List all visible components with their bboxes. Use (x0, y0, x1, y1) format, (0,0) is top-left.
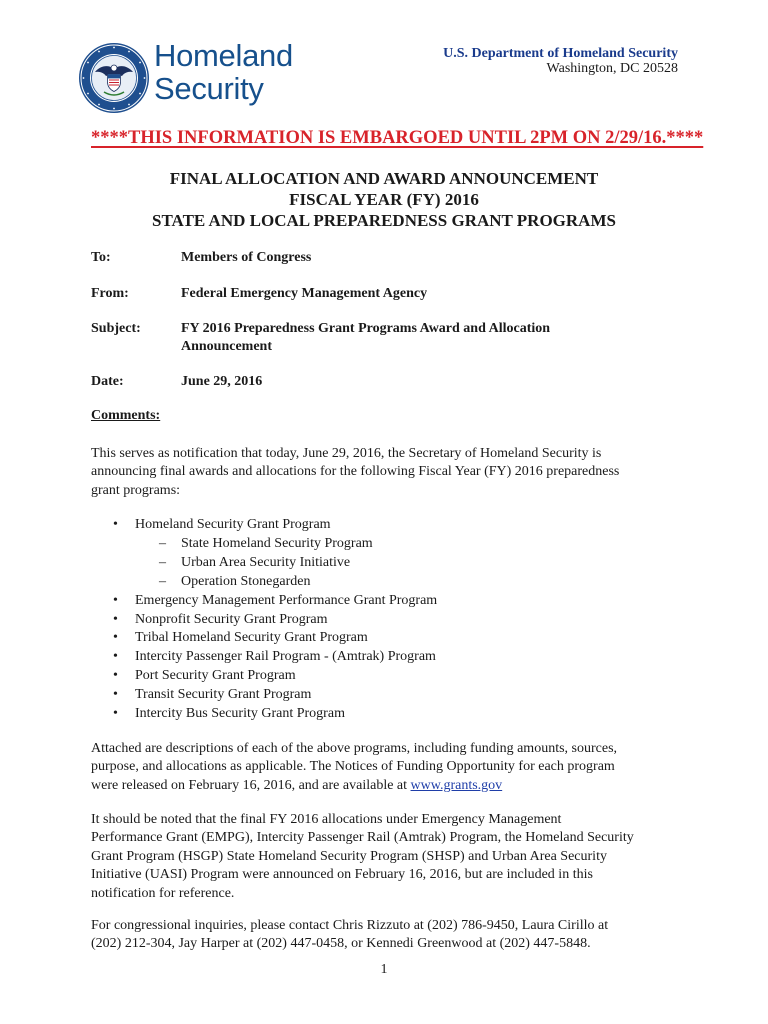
attached-line: Attached are descriptions of each of the above programs, including funding amounts, sources, (91, 741, 618, 756)
wordmark-line-1: Homeland (154, 38, 293, 73)
memo-date-value: June 29, 2016 (181, 374, 263, 389)
noted-line: notification for reference. (91, 885, 235, 901)
program-item: • Intercity Bus Security Grant Program (91, 705, 681, 724)
intro-line: This serves as notification that today, June 29, 2016, the Secretary of Homeland Security is (91, 446, 602, 461)
attached-paragraph (91, 740, 681, 795)
noted-line: It should be noted that the final FY 2016 allocations under Emergency Management (91, 812, 562, 827)
program-item: • Port Security Grant Program (91, 667, 681, 686)
memo-subject-label: Subject: (91, 321, 141, 336)
intro-line: grant programs: (91, 482, 181, 498)
attached-line: purpose, and allocations as applicable. The Notices of Funding Opportunity for each program (91, 759, 615, 775)
page-number: 1 (380, 962, 388, 977)
grants-gov-link[interactable]: www.grants.gov (410, 777, 503, 793)
program-item: • Intercity Passenger Rail Program - (Amtrak) Program (91, 648, 681, 667)
intro-line: announcing final awards and allocations for the following Fiscal Year (FY) 2016 preparedness (91, 464, 620, 480)
inquiry-line: (202) 212-304, Jay Harper at (202) 447-0458, or Kennedi Greenwood at (202) 447-5848. (91, 936, 591, 952)
program-item: • Tribal Homeland Security Grant Program (91, 629, 681, 648)
memo-to-value: Members of Congress (181, 250, 312, 265)
inquiry-line: For congressional inquiries, please contact Chris Rizzuto at (202) 786-9450, Laura Cirillo at (91, 918, 609, 933)
title-line-2: FISCAL YEAR (FY) 2016 (289, 190, 479, 209)
noted-paragraph (91, 811, 681, 903)
department-name: U.S. Department of Homeland Security (443, 46, 678, 61)
attached-line-with-link (91, 777, 681, 795)
memo-from-value: Federal Emergency Management Agency (181, 286, 428, 301)
memo-subject-value (181, 320, 601, 356)
program-item: • Transit Security Grant Program (91, 686, 681, 705)
subprogram-item: – Urban Area Security Initiative (91, 554, 681, 573)
memo-to-label: To: (91, 250, 111, 265)
subprogram-item: – Operation Stonegarden (91, 573, 681, 592)
program-list (91, 516, 681, 724)
program-item: • Emergency Management Performance Grant Program (91, 592, 681, 611)
dhs-wordmark (154, 39, 293, 105)
document-title (0, 168, 768, 231)
embargo-notice: ****THIS INFORMATION IS EMBARGOED UNTIL 2PM ON 2/29/16.**** (91, 128, 704, 148)
inquiry-paragraph (91, 917, 681, 954)
comments-heading: Comments: (91, 408, 161, 423)
noted-line: Initiative (UASI) Program were announced on February 16, 2016, but are included in this (91, 867, 593, 883)
dhs-seal-icon (78, 42, 150, 114)
memo-date-label: Date: (91, 374, 124, 389)
intro-paragraph (91, 445, 681, 500)
memo-subject-line-1: FY 2016 Preparedness Grant Programs Award and Allocation (181, 321, 551, 336)
memo-subject-line-2: Announcement (181, 339, 273, 354)
department-address (443, 46, 678, 76)
noted-line: Grant Program (HSGP) State Homeland Security Program (SHSP) and Urban Area Security (91, 848, 607, 864)
program-item: • Homeland Security Grant Program (91, 516, 681, 535)
program-item: • Nonprofit Security Grant Program (91, 611, 681, 630)
department-city: Washington, DC 20528 (546, 61, 678, 76)
attached-line: were released on February 16, 2016, and are available at (91, 777, 411, 793)
memo-from-label: From: (91, 286, 129, 301)
title-line-1: FINAL ALLOCATION AND AWARD ANNOUNCEMENT (169, 169, 599, 188)
subprogram-item: – State Homeland Security Program (91, 535, 681, 554)
title-line-3: STATE AND LOCAL PREPAREDNESS GRANT PROGRAMS (152, 211, 616, 230)
wordmark-line-2: Security (154, 71, 264, 106)
noted-line: Performance Grant (EMPG), Intercity Passenger Rail (Amtrak) Program, the Homeland Security (91, 830, 634, 846)
